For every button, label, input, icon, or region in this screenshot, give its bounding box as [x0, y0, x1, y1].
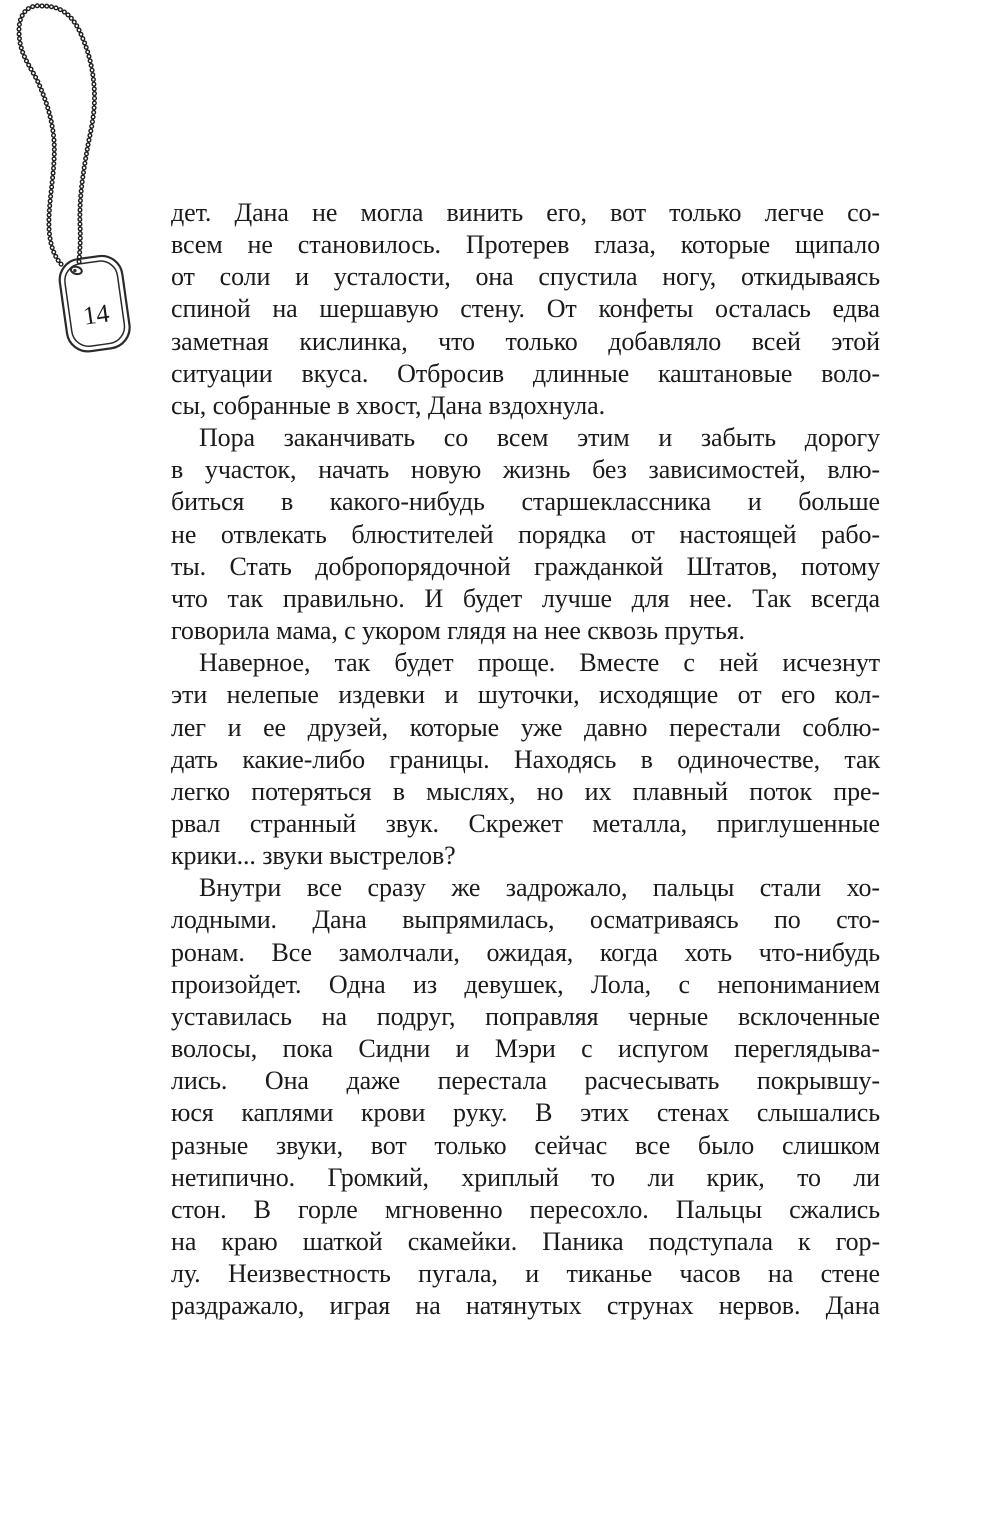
- text-line: эти нелепые издевки и шуточки, исходящие от его кол-: [171, 680, 880, 710]
- text-line: крики... звуки выстрелов?: [171, 841, 456, 871]
- text-line: дать какие-либо границы. Находясь в одиночестве, так: [171, 744, 880, 774]
- text-line: всем не становилось. Протерев глаза, которые щипало: [171, 230, 880, 260]
- text-line: разные звуки, вот только сейчас все было слишком: [171, 1130, 880, 1160]
- text-line: раздражало, играя на натянутых струнах нервов. Дана: [171, 1291, 880, 1321]
- dog-tag: [57, 253, 132, 354]
- text-line: лег и ее друзей, которые уже давно перестали соблю-: [171, 712, 880, 742]
- text-line: ронам. Все замолчали, ожидая, когда хоть что-нибудь: [171, 937, 880, 967]
- text-line: заметная кислинка, что только добавляло всей этой: [171, 326, 880, 356]
- paragraph: [171, 422, 880, 647]
- text-line: не отвлекать блюстителей порядка от настоящей рабо-: [171, 519, 880, 549]
- text-line: что так правильно. И будет лучше для нее. Так всегда: [171, 583, 880, 613]
- text-line: Наверное, так будет проще. Вместе с ней исчезнут: [199, 648, 880, 678]
- text-line: Внутри все сразу же задрожало, пальцы стали хо-: [199, 873, 880, 903]
- text-line: от соли и усталости, она спустила ногу, откидываясь: [171, 262, 880, 292]
- text-line: сы, собранные в хвост, Дана вздохнула.: [171, 390, 605, 420]
- page-number: 14: [81, 298, 112, 331]
- text-line: дет. Дана не могла винить его, вот только легче со-: [171, 198, 880, 227]
- text-line: рвал странный звук. Скрежет металла, приглушенные: [171, 808, 880, 838]
- paragraph: [171, 197, 880, 422]
- text-line: лись. Она даже перестала расчесывать покрывшу-: [171, 1066, 880, 1096]
- dog-tag-graphic: [0, 0, 150, 390]
- text-line: уставилась на подруг, поправляя черные всклоченные: [171, 1001, 880, 1031]
- text-line: юся каплями крови руку. В этих стенах слышались: [171, 1098, 880, 1128]
- page-text-block: [171, 197, 880, 1322]
- text-line: спиной на шершавую стену. От конфеты осталась едва: [171, 294, 880, 324]
- text-line: ты. Стать добропорядочной гражданкой Штатов, потому: [171, 551, 880, 581]
- paragraph: [171, 872, 880, 1322]
- text-line: легко потеряться в мыслях, но их плавный поток пре-: [171, 776, 880, 806]
- ball-chain: [19, 6, 95, 267]
- text-line: в участок, начать новую жизнь без зависимостей, влю-: [171, 455, 880, 485]
- text-line: стон. В горле мгновенно пересохло. Пальцы сжались: [171, 1194, 880, 1224]
- paragraph: [171, 647, 880, 872]
- text-line: ситуации вкуса. Отбросив длинные каштановые воло-: [171, 358, 880, 388]
- text-line: произойдет. Одна из девушек, Лола, с непониманием: [171, 969, 880, 999]
- text-line: говорила мама, с укором глядя на нее сквозь прутья.: [171, 616, 745, 646]
- text-line: нетипично. Громкий, хриплый то ли крик, то ли: [171, 1162, 880, 1192]
- text-line: лодными. Дана выпрямилась, осматриваясь по сто-: [171, 905, 880, 935]
- text-line: биться в какого-нибудь старшеклассника и больше: [171, 487, 880, 517]
- text-line: волосы, пока Сидни и Мэри с испугом переглядыва-: [171, 1034, 880, 1064]
- text-line: Пора заканчивать со всем этим и забыть дорогу: [199, 423, 880, 453]
- text-line: на краю шаткой скамейки. Паника подступала к гор-: [171, 1227, 880, 1256]
- text-line: лу. Неизвестность пугала, и тиканье часов на стене: [171, 1259, 880, 1289]
